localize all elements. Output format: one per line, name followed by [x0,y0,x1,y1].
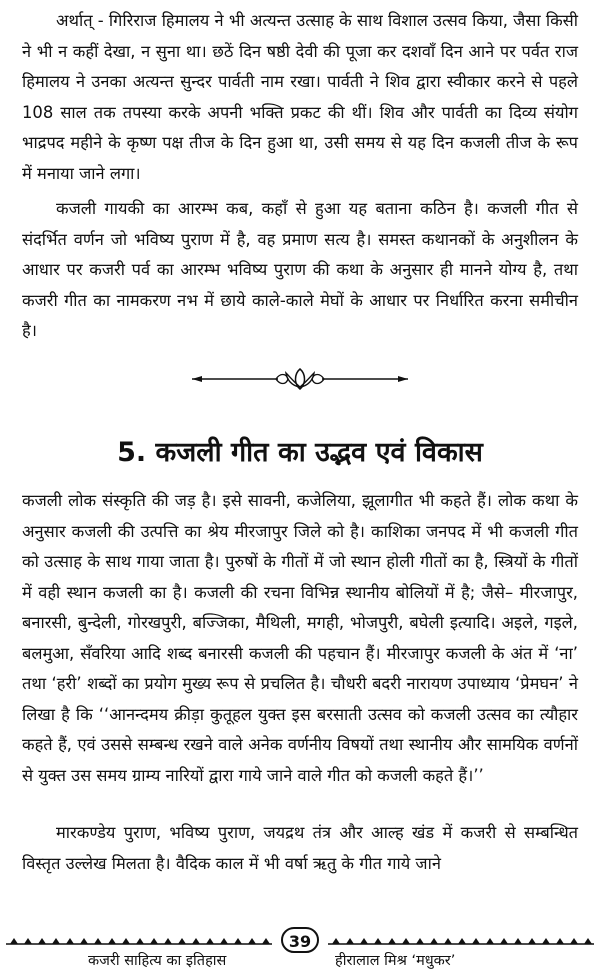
section-divider-ornament [190,364,410,394]
paragraph-kajli-origin: कजली गायकी का आरम्भ कब, कहाँ से हुआ यह बताना कठिन है। कजली गीत से संदर्भित वर्णन जो भविष्य पुराण में है, वह प्रमाण सत्य है। समस्त कथानकों के अनुशीलन के आधार पर कजरी पर्व का आरम्भ भविष्य पुराण की कथा के अनुसार ही मानने योग्य है, तथा कजरी गीत का नामकरण नभ में छाये काले-काले मेघों के आधार पर निर्धारित करना समीचीन है। [22,199,578,340]
paragraph-puranas: मारकण्डेय पुराण, भविष्य पुराण, जयद्रथ तंत्र और आल्ह खंड में कजरी से सम्बन्धित विस्तृत उल्लेख मिलता है। वैदिक काल में भी वर्षा ऋतु के गीत गाये जाने [22,823,578,873]
footer-book-title: कजरी साहित्य का इतिहास [88,953,227,969]
paragraph-parvati-story: अर्थात् - गिरिराज हिमालय ने भी अत्यन्त उत्साह के साथ विशाल उत्सव किया, जैसा किसी ने भी न कहीं देखा, न सुना था। छठें दिन षष्ठी देवी की पूजा कर दशवाँ दिन आने पर पर्वत राज हिमालय ने उनका अत्यन्त सुन्दर पार्वती नाम रखा। पार्वती ने शिव द्वारा स्वीकार करने से पहले 108 साल तक तपस्या करके अपनी भक्ति प्रकट की थीं। शिव और पार्वती का दिव्य संयोग भाद्रपद महीने के कृष्ण पक्ष तीज के दिन हुआ था, उसी समय से यह दिन कजली तीज के रूप में मनाया जाने लगा। [22,11,578,183]
footer-author: हीरालाल मिश्र ‘मधुकर’ [335,953,456,969]
paragraph-kajli-culture: कजली लोक संस्कृति की जड़ है। इसे सावनी, कजेलिया, झूलागीत भी कहते हैं। लोक कथा के अनुसार कजली की उत्पत्ति का श्रेय मीरजापुर जिले को है। काशिका जनपद में भी कजली गीत को उत्साह के साथ गाया जाता है। पुरुषों के गीतों में जो स्थान होली गीतों का है, स्त्रियों के गीतों में वही स्थान कजली का है। कजली की रचना विभिन्न स्थानीय बोलियों में है; जैसे– मीरजापुर, बनारसी, बुन्देली, गोरखपुरी, बज्जिका, मैथिली, मगही, भोजपुरी, बघेली इत्यादि। अइले, गइले, बलमुआ, सँवरिया आदि शब्द बनारसी कजली की पहचान हैं। मीरजापुर कजली के अंत में ‘ना’ तथा ‘हरी’ शब्दों का प्रयोग मुख्य रूप से प्रचलित है। चौधरी बदरी नारायण उपाध्याय ‘प्रेमघन’ ने लिखा है कि ‘‘आनन्दमय क्रीड़ा कुतूहल युक्त इस बरसाती उत्सव को कजली उत्सव का त्यौहार कहते हैं, एवं उससे सम्बन्ध रखने वाले अनेक वर्णनीय विषयों तथा स्थानीय और सामयिक वर्णनों से युक्त उस समय ग्राम्य नारियों द्वारा गाये जाने वाले गीत को कजली कहते हैं।’’ [22,491,578,785]
section-heading: 5. कजली गीत का उद्भव एवं विकास [117,437,483,468]
page-number: 39 [281,927,319,953]
